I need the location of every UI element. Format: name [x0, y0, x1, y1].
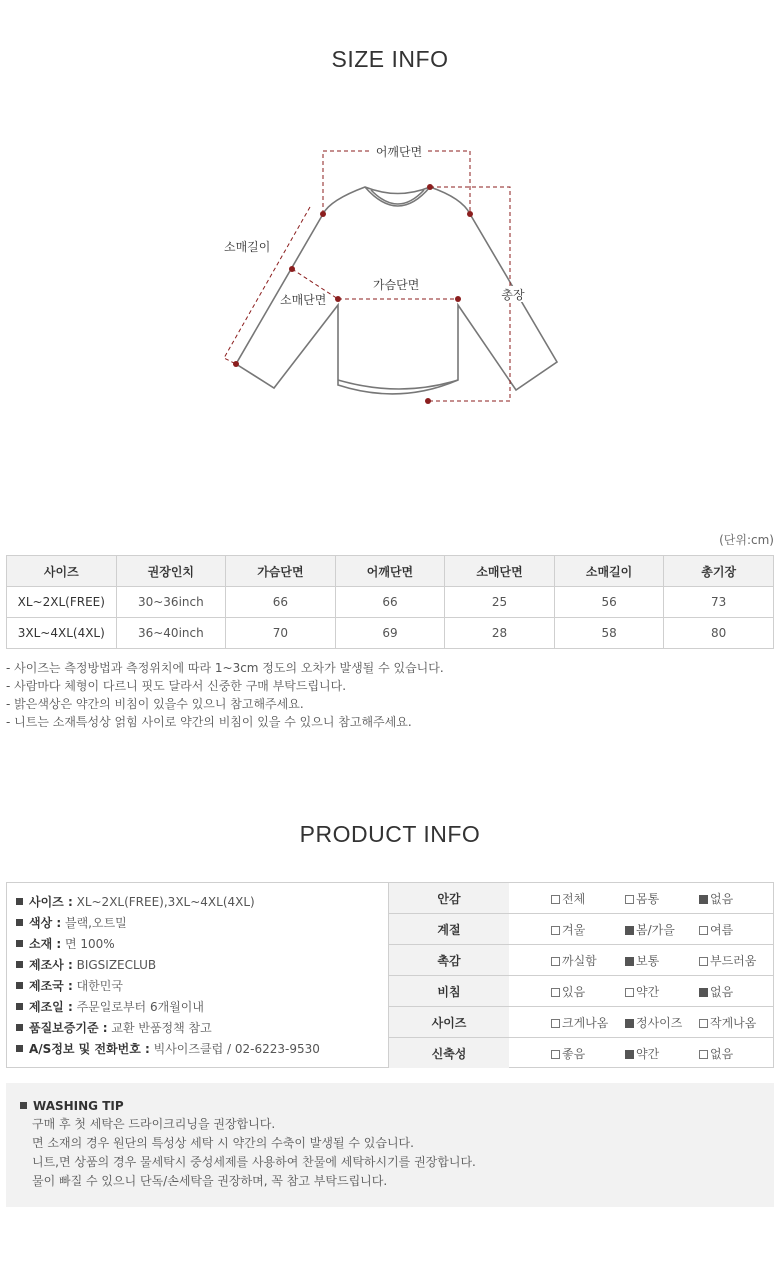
unchecked-box-icon: [699, 1050, 708, 1059]
feature-options: [509, 1038, 773, 1068]
feature-option: [699, 1045, 773, 1062]
checked-box-icon: [699, 895, 708, 904]
spec-row: [16, 892, 388, 913]
bullet-square-icon: [16, 1003, 23, 1010]
feature-option: [551, 983, 625, 1000]
feature-row: [389, 1007, 773, 1038]
table-cell: 73: [664, 587, 774, 618]
label-total-length: 총장: [501, 288, 525, 302]
spec-label: 제조국 :: [29, 979, 73, 993]
spec-label: 사이즈 :: [29, 895, 73, 909]
table-cell: 3XL~4XL(4XL): [7, 618, 117, 649]
measure-points: [233, 184, 473, 404]
feature-option-text: 여름: [710, 922, 734, 937]
feature-option-text: 보통: [636, 953, 660, 968]
product-features: [389, 883, 773, 1067]
feature-label: 비침: [389, 976, 509, 1006]
header-cell: 어깨단면: [335, 556, 445, 587]
spec-row: [16, 976, 388, 997]
note-item: - 밝은색상은 약간의 비침이 있을수 있으니 참고해주세요.: [6, 697, 304, 711]
feature-option-text: 정사이즈: [636, 1015, 683, 1030]
washing-tip-line: 구매 후 첫 세탁은 드라이크리닝을 권장합니다.: [32, 1117, 276, 1131]
size-info-title: SIZE INFO: [331, 46, 449, 72]
feature-option: [699, 921, 773, 938]
table-cell: 69: [335, 618, 445, 649]
header-cell: 권장인치: [116, 556, 226, 587]
feature-option: [625, 890, 699, 907]
feature-option: [699, 983, 773, 1000]
feature-option: [551, 921, 625, 938]
feature-label: 사이즈: [389, 1007, 509, 1037]
table-cell: 28: [445, 618, 555, 649]
feature-option-text: 몸통: [636, 891, 660, 906]
spec-value: 주문일로부터 6개월이내: [76, 1000, 204, 1014]
label-sleeve-width: 소매단면: [280, 293, 327, 307]
feature-options: [509, 945, 773, 975]
table-cell: 30~36inch: [116, 587, 226, 618]
unchecked-box-icon: [699, 926, 708, 935]
spec-row: [16, 1018, 388, 1039]
note-item: - 사이즈는 측정방법과 측정위치에 따라 1~3cm 정도의 오차가 발생될 수 있습니다.: [6, 661, 444, 675]
note-item: - 사람마다 체형이 다르니 핏도 달라서 신중한 구매 부탁드립니다.: [6, 679, 347, 693]
washing-tip-line: 물이 빠질 수 있으니 단독/손세탁을 권장하며, 꼭 참고 부탁드립니다.: [32, 1174, 388, 1188]
bullet-square-icon: [16, 1024, 23, 1031]
washing-tip-box: [6, 1083, 774, 1207]
table-cell: 58: [554, 618, 664, 649]
feature-option: [551, 1045, 625, 1062]
header-cell: 총기장: [664, 556, 774, 587]
label-sleeve-length: 소매길이: [224, 240, 271, 254]
spec-value: XL~2XL(FREE),3XL~4XL(4XL): [76, 895, 255, 909]
feature-option-text: 없음: [710, 1046, 734, 1061]
spec-value: 블랙,오트밀: [65, 916, 127, 930]
checked-box-icon: [699, 988, 708, 997]
table-cell: XL~2XL(FREE): [7, 587, 117, 618]
feature-row: [389, 945, 773, 976]
feature-option: [699, 890, 773, 907]
feature-option: [551, 952, 625, 969]
feature-option-text: 좋음: [562, 1046, 586, 1061]
product-info-title: PRODUCT INFO: [299, 821, 481, 847]
feature-option-text: 있음: [562, 984, 586, 999]
feature-option-text: 까실함: [562, 953, 597, 968]
unchecked-box-icon: [625, 895, 634, 904]
header-cell: 소매단면: [445, 556, 555, 587]
feature-option-text: 약간: [636, 984, 660, 999]
spec-value: BIGSIZECLUB: [76, 958, 157, 972]
washing-tip-line: 면 소재의 경우 원단의 특성상 세탁 시 약간의 수축이 발생될 수 있습니다.: [32, 1136, 414, 1150]
feature-option-text: 전체: [562, 891, 586, 906]
feature-row: [389, 883, 773, 914]
bullet-square-icon: [16, 940, 23, 947]
header-cell: 사이즈: [7, 556, 117, 587]
bullet-square-icon: [20, 1102, 27, 1109]
checked-box-icon: [625, 957, 634, 966]
unchecked-box-icon: [551, 1050, 560, 1059]
washing-tip-title: WASHING TIP: [33, 1099, 124, 1113]
table-cell: 56: [554, 587, 664, 618]
product-specs: [7, 883, 389, 1067]
checked-box-icon: [625, 1019, 634, 1028]
spec-label: 제조일 :: [29, 1000, 73, 1014]
feature-option: [699, 952, 773, 969]
size-table: [6, 555, 774, 649]
unchecked-box-icon: [699, 957, 708, 966]
feature-option: [625, 1014, 699, 1031]
table-row: [7, 587, 774, 618]
spec-row: [16, 997, 388, 1018]
feature-option: [625, 1045, 699, 1062]
feature-row: [389, 976, 773, 1007]
checked-box-icon: [625, 1050, 634, 1059]
feature-option: [551, 1014, 625, 1031]
size-table-header: [7, 556, 774, 587]
spec-label: 제조사 :: [29, 958, 73, 972]
label-chest: 가슴단면: [373, 278, 420, 292]
feature-label: 촉감: [389, 945, 509, 975]
feature-option-text: 크게나옴: [562, 1015, 609, 1030]
spec-value: 대한민국: [76, 979, 123, 993]
feature-label: 계절: [389, 914, 509, 944]
feature-option: [699, 1014, 773, 1031]
feature-row: [389, 1038, 773, 1068]
size-notes: [6, 659, 444, 731]
product-info-box: [6, 882, 774, 1068]
table-cell: 25: [445, 587, 555, 618]
size-measurement-diagram: [0, 130, 780, 420]
table-cell: 66: [226, 587, 336, 618]
feature-option: [551, 890, 625, 907]
spec-row: [16, 955, 388, 976]
bullet-square-icon: [16, 898, 23, 905]
spec-label: A/S정보 및 전화번호 :: [29, 1042, 150, 1056]
unchecked-box-icon: [551, 988, 560, 997]
unchecked-box-icon: [551, 895, 560, 904]
feature-option-text: 부드러움: [710, 953, 757, 968]
header-cell: 가슴단면: [226, 556, 336, 587]
feature-option-text: 겨울: [562, 922, 586, 937]
feature-option: [625, 983, 699, 1000]
washing-tip-heading: [20, 1097, 774, 1115]
feature-options: [509, 1007, 773, 1037]
spec-row: [16, 934, 388, 955]
label-shoulder: 어깨단면: [375, 145, 423, 159]
feature-row: [389, 914, 773, 945]
bullet-square-icon: [16, 961, 23, 968]
unchecked-box-icon: [551, 1019, 560, 1028]
unchecked-box-icon: [699, 1019, 708, 1028]
feature-option-text: 없음: [710, 891, 734, 906]
table-cell: 66: [335, 587, 445, 618]
bullet-square-icon: [16, 919, 23, 926]
feature-option: [625, 952, 699, 969]
bullet-square-icon: [16, 1045, 23, 1052]
checked-box-icon: [625, 926, 634, 935]
spec-row: [16, 913, 388, 934]
feature-label: 신축성: [389, 1038, 509, 1068]
unit-note: (단위:cm): [719, 533, 774, 547]
unchecked-box-icon: [625, 988, 634, 997]
feature-options: [509, 976, 773, 1006]
unchecked-box-icon: [551, 926, 560, 935]
table-cell: 36~40inch: [116, 618, 226, 649]
feature-label: 안감: [389, 883, 509, 913]
feature-option-text: 없음: [710, 984, 734, 999]
feature-option-text: 작게나옴: [710, 1015, 757, 1030]
feature-options: [509, 883, 773, 913]
table-cell: 70: [226, 618, 336, 649]
spec-label: 품질보증기준 :: [29, 1021, 108, 1035]
feature-option-text: 봄/가을: [636, 922, 675, 937]
feature-options: [509, 914, 773, 944]
spec-row: [16, 1039, 388, 1060]
spec-value: 빅사이즈클럽 / 02-6223-9530: [153, 1042, 320, 1056]
table-cell: 80: [664, 618, 774, 649]
bullet-square-icon: [16, 982, 23, 989]
spec-label: 색상 :: [29, 916, 62, 930]
washing-tip-line: 니트,면 상품의 경우 물세탁시 중성세제를 사용하여 찬물에 세탁하시기를 권장합니다.: [32, 1155, 476, 1169]
header-cell: 소매길이: [554, 556, 664, 587]
table-row: [7, 618, 774, 649]
note-item: - 니트는 소재특성상 얽힘 사이로 약간의 비침이 있을 수 있으니 참고해주세요.: [6, 715, 412, 729]
unchecked-box-icon: [551, 957, 560, 966]
spec-value: 면 100%: [65, 937, 115, 951]
feature-option: [625, 921, 699, 938]
feature-option-text: 약간: [636, 1046, 660, 1061]
spec-label: 소재 :: [29, 937, 62, 951]
spec-value: 교환 반품정책 참고: [111, 1021, 212, 1035]
